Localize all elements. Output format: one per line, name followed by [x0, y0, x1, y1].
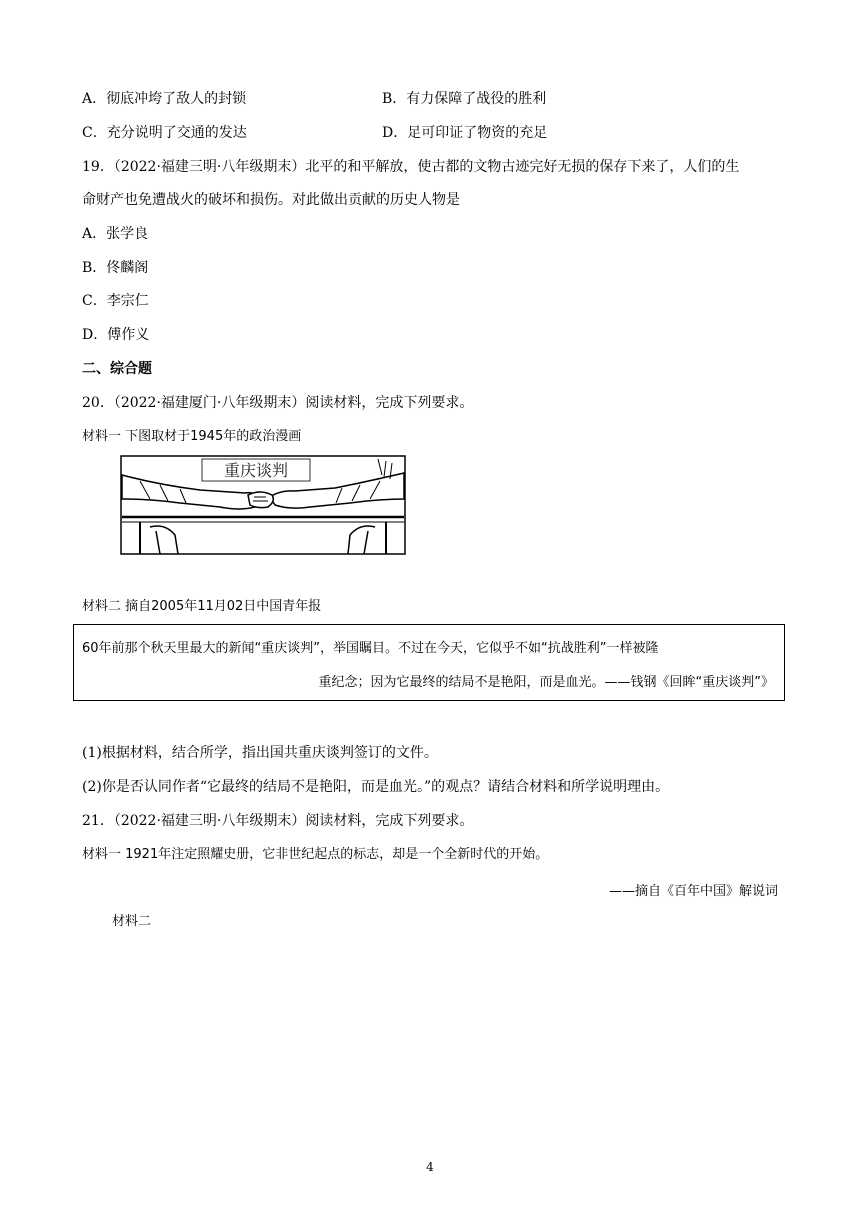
q18-option-c: C．充分说明了交通的发达 [82, 125, 247, 141]
section-heading: 二、综合题 [82, 361, 152, 377]
q20-subquestion-2: (2)你是否认同作者“它最终的结局不是艳阳，而是血光。”的观点？请结合材料和所学说明理由。 [82, 779, 670, 795]
quote-box [73, 624, 785, 701]
q18-option-d: D．足可印证了物资的充足 [382, 125, 548, 141]
cartoon-caption: 重庆谈判 [223, 461, 289, 480]
q21-stem: 21．（2022·福建三明·八年级期末）阅读材料，完成下列要求。 [82, 813, 474, 829]
q20-material1-label: 材料一 下图取材于1945年的政治漫画 [82, 429, 302, 444]
quote-line2: 重纪念；因为它最终的结局不是艳阳，而是血光。——钱钢《回眸“重庆谈判”》 [318, 675, 774, 690]
q19-option-c: C．李宗仁 [82, 293, 149, 309]
q18-option-b: B．有力保障了战役的胜利 [382, 91, 547, 107]
q20-material2-label: 材料二 摘自2005年11月02日中国青年报 [82, 599, 322, 614]
q20-stem: 20．（2022·福建厦门·八年级期末）阅读材料，完成下列要求。 [82, 395, 474, 411]
q19-option-b: B．佟麟阁 [82, 260, 149, 276]
quote-line1: 60年前那个秋天里最大的新闻“重庆谈判”，举国瞩目。不过在今天，它似乎不如“抗战胜利”一样被隆 [82, 641, 659, 656]
q19-option-d: D．傅作义 [82, 327, 150, 343]
q18-option-a: A．彻底冲垮了敌人的封锁 [82, 91, 247, 107]
q21-material2-label: 材料二 [112, 914, 152, 929]
q19-stem-line1: 19．（2022·福建三明·八年级期末）北平的和平解放，使古都的文物古迹完好无损的保存下来了，人们的生 [82, 159, 740, 175]
q19-option-a: A．张学良 [82, 226, 149, 242]
page-number: 4 [426, 1160, 434, 1174]
q21-attribution: ——摘自《百年中国》解说词 [608, 884, 778, 899]
q20-subquestion-1: (1)根据材料，结合所学，指出国共重庆谈判签订的文件。 [82, 745, 438, 761]
q21-material1: 材料一 1921年注定照耀史册，它非世纪起点的标志，却是一个全新时代的开始。 [82, 847, 549, 862]
political-cartoon [120, 455, 406, 555]
q19-stem-line2: 命财产也免遭战火的破坏和损伤。对此做出贡献的历史人物是 [82, 192, 460, 208]
